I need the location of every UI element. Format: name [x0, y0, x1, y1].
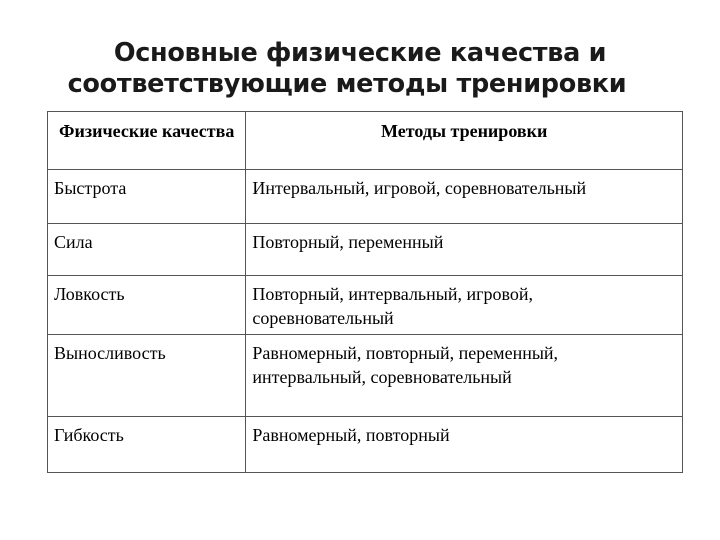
qualities-methods-table [47, 111, 683, 473]
methods-cell: Равномерный, повторный [246, 417, 683, 473]
table-row [48, 335, 683, 417]
table-row [48, 224, 683, 276]
quality-cell: Сила [48, 224, 246, 276]
quality-cell: Ловкость [48, 276, 246, 335]
header-methods: Методы тренировки [246, 112, 683, 170]
quality-cell: Выносливость [48, 335, 246, 417]
table-row [48, 417, 683, 473]
quality-cell: Гибкость [48, 417, 246, 473]
methods-cell: Повторный, интервальный, игровой, соревновательный [246, 276, 683, 335]
title-line-2: соответствующие методы тренировки [67, 69, 627, 99]
methods-cell: Интервальный, игровой, соревновательный [246, 170, 683, 224]
table-header-row [48, 112, 683, 170]
methods-cell: Равномерный, повторный, переменный, интервальный, соревновательный [246, 335, 683, 417]
slide-title [60, 38, 660, 100]
title-line-1: Основные физические качества и [113, 38, 607, 68]
table-row [48, 276, 683, 335]
quality-cell: Быстрота [48, 170, 246, 224]
header-qualities: Физические качества [48, 112, 246, 170]
methods-cell: Повторный, переменный [246, 224, 683, 276]
table-row [48, 170, 683, 224]
